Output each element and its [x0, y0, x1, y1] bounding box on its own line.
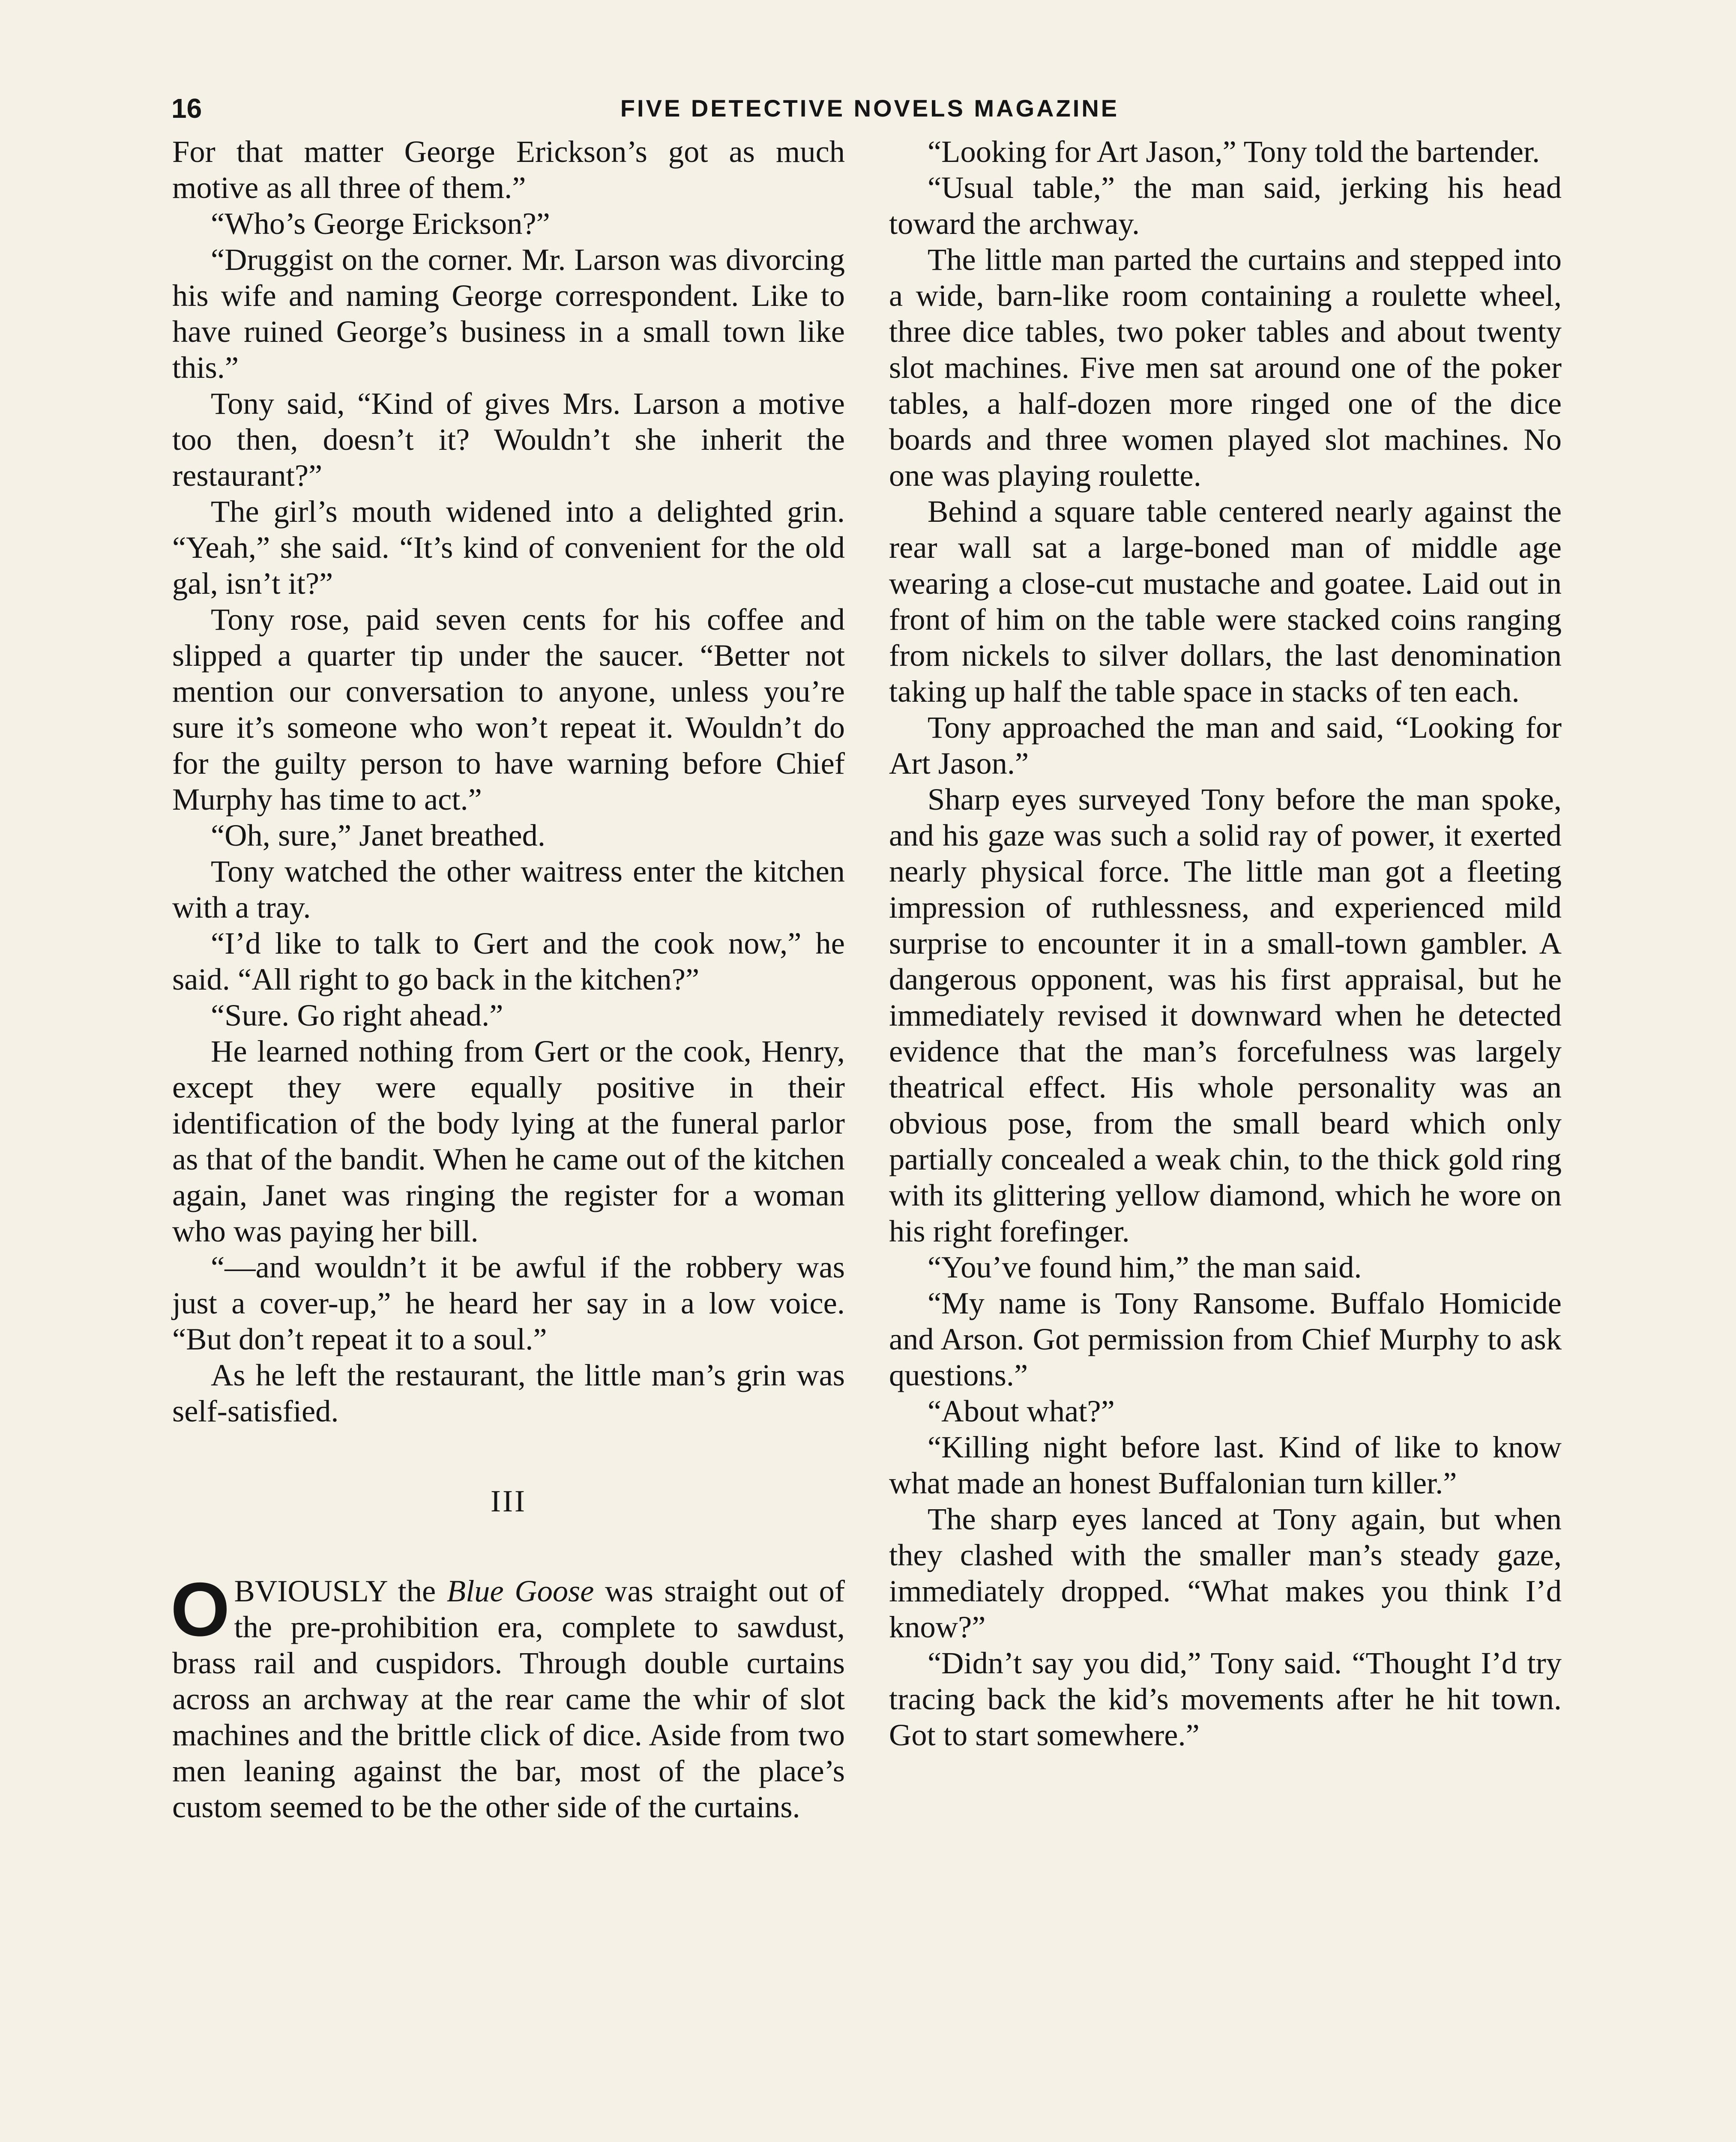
paragraph: “Sure. Go right ahead.”: [211, 998, 503, 1032]
paragraph: For that matter George Erickson’s got as much motive as all three of them.”: [172, 134, 845, 205]
paragraph: Sharp eyes surveyed Tony before the man spoke, and his gaze was such a solid ray of power, it exerted nearly physical force. The little man got a fleeting impression of ruthlessness, and experienced mild surprise to encounter it in a small-town gambler. A dangerous opponent, was his first appraisal, but he immediately revised it downward when he detected evidence that the man’s forcefulness was largely theatrical effect. His whole personality was an obvious pose, from the small beard which only partially concealed a weak chin, to the thick gold ring with its glittering yellow diamond, which he wore on his right forefinger.: [889, 782, 1562, 1248]
paragraph: “Looking for Art Jason,” Tony told the bartender.: [928, 134, 1540, 169]
paragraph: “My name is Tony Ransome. Buffalo Homicide and Arson. Got permission from Chief Murphy to ask questions.”: [889, 1286, 1562, 1392]
opening-text-continued: was straight out of the pre-prohibition era, complete to sawdust, brass rail and cuspidors. Through double curtains across an archway at the rear came the whir of slot machines and the brittle click of dice. Aside from two men leaning against the bar, most of the place’s custom seemed to be the other side of the curtains.: [172, 1574, 845, 1824]
paragraph: Behind a square table centered nearly against the rear wall sat a large-boned man of middle age wearing a close-cut mustache and goatee. Laid out in front of him on the table were stacked coins ranging from nickels to silver dollars, the last denomination taking up half the table space in stacks of ten each.: [889, 494, 1562, 709]
chapter-opening-paragraph: [171, 1567, 845, 1825]
paragraph: Tony said, “Kind of gives Mrs. Larson a motive too then, doesn’t it? Wouldn’t she inherit the restaurant?”: [172, 386, 845, 493]
chapter-number: III: [491, 1484, 527, 1518]
paragraph: As he left the restaurant, the little man’s grin was self-satisfied.: [172, 1358, 845, 1428]
paragraph: Tony watched the other waitress enter the kitchen with a tray.: [172, 854, 845, 924]
opening-text: the: [387, 1574, 447, 1608]
paragraph: “Usual table,” the man said, jerking his head toward the archway.: [889, 170, 1562, 241]
paragraph: “Who’s George Erickson?”: [211, 206, 550, 241]
bar-name: Blue Goose: [446, 1574, 594, 1608]
paragraph: Tony rose, paid seven cents for his coffee and slipped a quarter tip under the saucer. “Better not mention our conversation to anyone, unless you’re sure it’s someone who won’t repeat it. Wouldn’t do for the guilty person to have warning before Chief Murphy has time to act.”: [172, 602, 845, 817]
paragraph: “You’ve found him,” the man said.: [928, 1250, 1362, 1284]
paragraph: “Killing night before last. Kind of like to know what made an honest Buffalonian turn killer.”: [889, 1430, 1562, 1500]
paragraph: “I’d like to talk to Gert and the cook now,” he said. “All right to go back in the kitchen?”: [172, 926, 845, 996]
right-column: [889, 134, 1562, 1753]
paragraph: “Druggist on the corner. Mr. Larson was divorcing his wife and naming George correspondent. Like to have ruined George’s business in a small town like this.”: [172, 242, 845, 385]
paragraph: “—and wouldn’t it be awful if the robbery was just a cover-up,” he heard her say in a low voice. “But don’t repeat it to a soul.”: [172, 1250, 845, 1356]
paragraph: “Didn’t say you did,” Tony said. “Thought I’d try tracing back the kid’s movements after he hit town. Got to start somewhere.”: [889, 1645, 1562, 1752]
page-header: [171, 89, 1568, 128]
paragraph: The girl’s mouth widened into a delighted grin. “Yeah,” she said. “It’s kind of convenient for the old gal, isn’t it?”: [172, 494, 845, 601]
left-column: [172, 134, 845, 1825]
running-title: FIVE DETECTIVE NOVELS MAGAZINE: [620, 95, 1119, 122]
paragraph: “Oh, sure,” Janet breathed.: [211, 818, 546, 853]
paragraph: “About what?”: [928, 1394, 1115, 1428]
drop-cap: O: [171, 1567, 230, 1652]
opening-smallcaps: BVIOUSLY: [234, 1574, 387, 1608]
paragraph: The little man parted the curtains and stepped into a wide, barn-like room containing a roulette wheel, three dice tables, two poker tables and about twenty slot machines. Five men sat around one of the poker tables, a half-dozen more ringed one of the dice boards and three women played slot machines. No one was playing roulette.: [889, 242, 1562, 493]
page-number: 16: [171, 93, 202, 124]
paragraph: He learned nothing from Gert or the cook, Henry, except they were equally positive in their identification of the body lying at the funeral parlor as that of the bandit. When he came out of the kitchen again, Janet was ringing the register for a woman who was paying her bill.: [172, 1034, 845, 1248]
paragraph: Tony approached the man and said, “Looking for Art Jason.”: [889, 710, 1562, 781]
paragraph: The sharp eyes lanced at Tony again, but when they clashed with the smaller man’s steady gaze, immediately dropped. “What makes you think I’d know?”: [889, 1502, 1562, 1644]
